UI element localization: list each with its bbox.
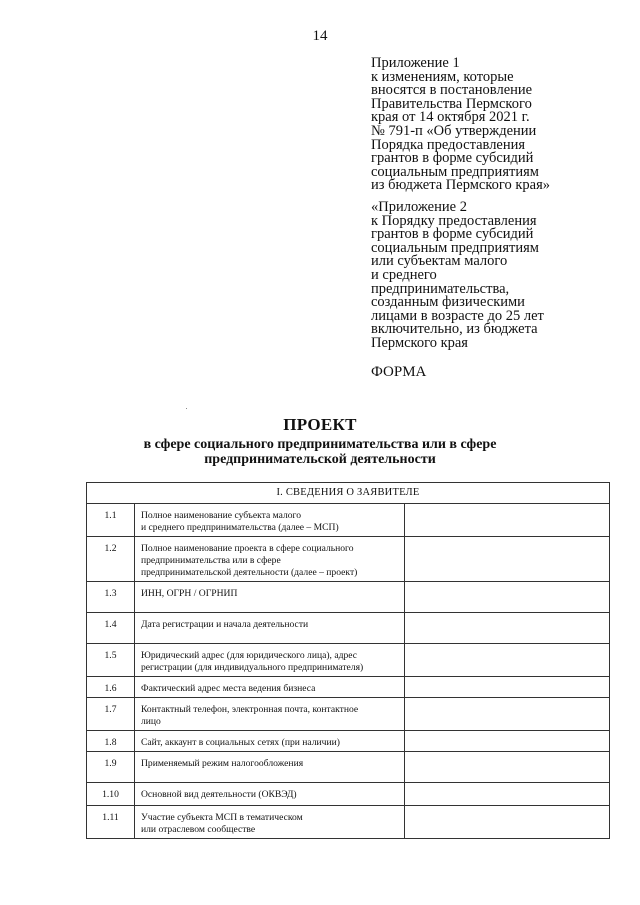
row-value-field[interactable]: [405, 504, 610, 537]
row-label-line: Сайт, аккаунт в социальных сетях (при наличии): [141, 737, 340, 748]
row-number: 1.9: [87, 752, 135, 783]
row-number: 1.10: [87, 783, 135, 806]
row-label: [135, 677, 405, 698]
row-value-field[interactable]: [405, 783, 610, 806]
document-subtitle: [0, 437, 640, 467]
row-value-field[interactable]: [405, 644, 610, 677]
row-label-line: регистрации (для индивидуального предпринимателя): [141, 662, 364, 673]
table-row: [87, 504, 610, 537]
row-number: 1.2: [87, 537, 135, 582]
row-number: 1.11: [87, 806, 135, 839]
table-row: [87, 677, 610, 698]
row-value-field[interactable]: [405, 752, 610, 783]
row-label-line: ИНН, ОГРН / ОГРНИП: [141, 588, 238, 599]
appendix-1-line: вносятся в постановление: [371, 82, 533, 99]
row-number: 1.8: [87, 731, 135, 752]
appendix-1-line: грантов в форме субсидий: [371, 150, 534, 167]
row-label: [135, 582, 405, 613]
section-header: I. СВЕДЕНИЯ О ЗАЯВИТЕЛЕ: [87, 483, 610, 504]
appendix-1-line: к изменениям, которые: [371, 68, 514, 85]
row-number: 1.3: [87, 582, 135, 613]
row-label: [135, 504, 405, 537]
row-label-line: лицо: [141, 716, 161, 727]
row-label-line: Фактический адрес места ведения бизнеса: [141, 683, 316, 694]
applicant-info-table: [86, 482, 610, 839]
appendix-1-line: Правительства Пермского: [371, 95, 532, 112]
row-label: [135, 698, 405, 731]
appendix-2-block: [371, 201, 621, 351]
subtitle-line: в сфере социального предпринимательства или в сфере: [143, 437, 497, 452]
table-row: [87, 752, 610, 783]
table-row: [87, 806, 610, 839]
row-value-field[interactable]: [405, 698, 610, 731]
scan-speck: [186, 408, 187, 409]
appendix-1-line: Порядка предоставления: [371, 136, 526, 153]
row-number: 1.1: [87, 504, 135, 537]
row-label: [135, 783, 405, 806]
row-number: 1.5: [87, 644, 135, 677]
row-label-line: и среднего предпринимательства (далее – МСП): [141, 522, 339, 533]
row-label-line: или отраслевом сообществе: [141, 824, 256, 835]
row-label: [135, 731, 405, 752]
appendix-2-line: к Порядку предоставления: [371, 212, 537, 229]
row-label: [135, 752, 405, 783]
row-value-field[interactable]: [405, 582, 610, 613]
appendix-1-line: № 791-п «Об утверждении: [371, 122, 537, 139]
appendix-1-block: [371, 57, 621, 193]
row-value-field[interactable]: [405, 537, 610, 582]
row-label-line: Применяемый режим налогообложения: [141, 758, 304, 769]
table-row: [87, 582, 610, 613]
row-label: [135, 613, 405, 644]
document-title: ПРОЕКТ: [283, 415, 357, 434]
subtitle-line: предпринимательской деятельности: [204, 452, 436, 467]
row-value-field[interactable]: [405, 613, 610, 644]
appendix-1-line: Приложение 1: [371, 55, 460, 71]
appendix-2-line: и среднего: [371, 266, 437, 283]
appendix-1-line: из бюджета Пермского края»: [371, 177, 551, 194]
table-row: [87, 537, 610, 582]
row-label: [135, 644, 405, 677]
appendix-2-line: или субъектам малого: [371, 253, 508, 270]
section-header-row: [87, 483, 610, 504]
row-number: 1.4: [87, 613, 135, 644]
row-label-line: Полное наименование проекта в сфере социального: [141, 543, 354, 554]
row-label-line: предпринимательства или в сфере: [141, 555, 281, 566]
row-label-line: Основной вид деятельности (ОКВЭД): [141, 789, 297, 800]
table-row: [87, 731, 610, 752]
row-number: 1.6: [87, 677, 135, 698]
appendix-2-line: социальным предприятиям: [371, 239, 539, 256]
table-row: [87, 613, 610, 644]
row-value-field[interactable]: [405, 677, 610, 698]
appendix-2-line: грантов в форме субсидий: [371, 226, 534, 243]
appendix-1-line: социальным предприятиям: [371, 163, 539, 180]
table-row: [87, 644, 610, 677]
appendix-2-line: созданным физическими: [371, 294, 525, 311]
form-label: ФОРМА: [371, 364, 427, 380]
appendix-1-line: края от 14 октября 2021 г.: [371, 109, 530, 126]
row-label: [135, 537, 405, 582]
page-number: 14: [312, 28, 328, 44]
appendix-2-line: лицами в возрасте до 25 лет: [371, 307, 544, 324]
table-row: [87, 698, 610, 731]
row-label: [135, 806, 405, 839]
row-label-line: Контактный телефон, электронная почта, контактное: [141, 704, 359, 715]
row-value-field[interactable]: [405, 806, 610, 839]
table-row: [87, 783, 610, 806]
row-value-field[interactable]: [405, 731, 610, 752]
appendix-2-line: предпринимательства,: [371, 280, 510, 297]
row-number: 1.7: [87, 698, 135, 731]
appendix-2-line: «Приложение 2: [371, 199, 467, 215]
row-label-line: Участие субъекта МСП в тематическом: [141, 812, 303, 823]
row-label-line: Юридический адрес (для юридического лица), адрес: [141, 650, 358, 661]
row-label-line: Полное наименование субъекта малого: [141, 510, 302, 521]
appendix-2-line: Пермского края: [371, 334, 468, 351]
row-label-line: предпринимательской деятельности (далее – проект): [141, 567, 358, 578]
row-label-line: Дата регистрации и начала деятельности: [141, 619, 309, 630]
appendix-2-line: включительно, из бюджета: [371, 321, 538, 338]
